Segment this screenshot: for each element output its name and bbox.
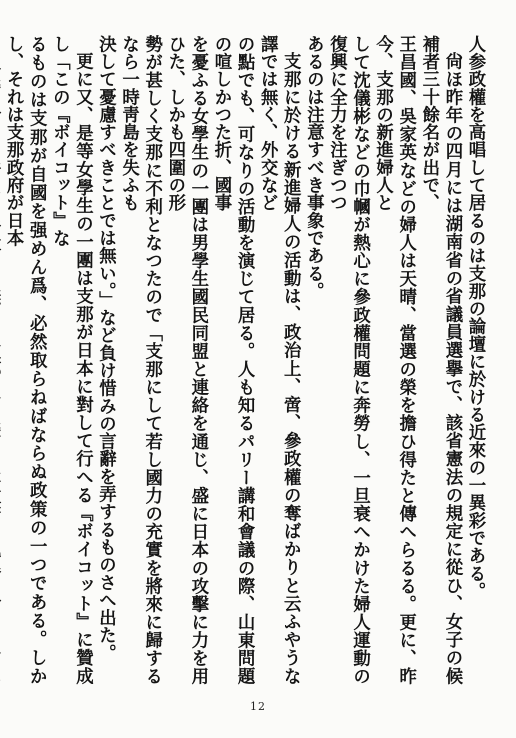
paragraph-1: 人参政權を高唱して居るのは支那の論壇に於ける近來の一異彩である。 [465,35,485,600]
paragraph-4: 更に又、是等女學生の一團は支那が日本に對して行へる『ボイコット』に贊成し「この『ボイコット』な るものは支那が自國を强めん爲、必然取らねばならぬ政策の一つである。しかし、それは支那政府が日本 [3,35,93,685]
vertical-text-body [3,35,486,685]
page-number: 12 [250,700,266,713]
paragraph-2: 尙ほ昨年の四月には湖南省の省議員選擧で、該省憲法の規定に從ひ、女子の候補者三十餘名が出で、 王昌國、吳家英などの婦人は天晴、當選の榮を擔ひ得たと傳へらるる。更に、昨今、支那の新進婦人と して沈儀彬などの巾幗が熱心に參政權問題に奔勞し、一旦衰へかけた婦人運動の復興に全力を注ぎつつ あるのは注意すべき事象である。 [303,35,462,685]
paragraph-3: 支那に於ける新進婦人の活動は、政治上、啻、參政權の奪ばかりと云ふやうな譯では無く、外交など の點でも、可なりの活動を演じて居る。人も知るパリー講和會議の際、山東問題の喧しかつた折、國事 を憂ふる女學生の一團は男學生國民同盟と連絡を通じ、盛に日本の攻擊に力を用ひた、しかも四圍の形 勢が甚しく支那に不利となつたので「支那にして若し國力の充實を將來に歸するなら一時靑島を失ふも 決して憂慮すべきことでは無い。」など負け惜みの言辭を弄するものさへ出た。 [95,35,301,685]
